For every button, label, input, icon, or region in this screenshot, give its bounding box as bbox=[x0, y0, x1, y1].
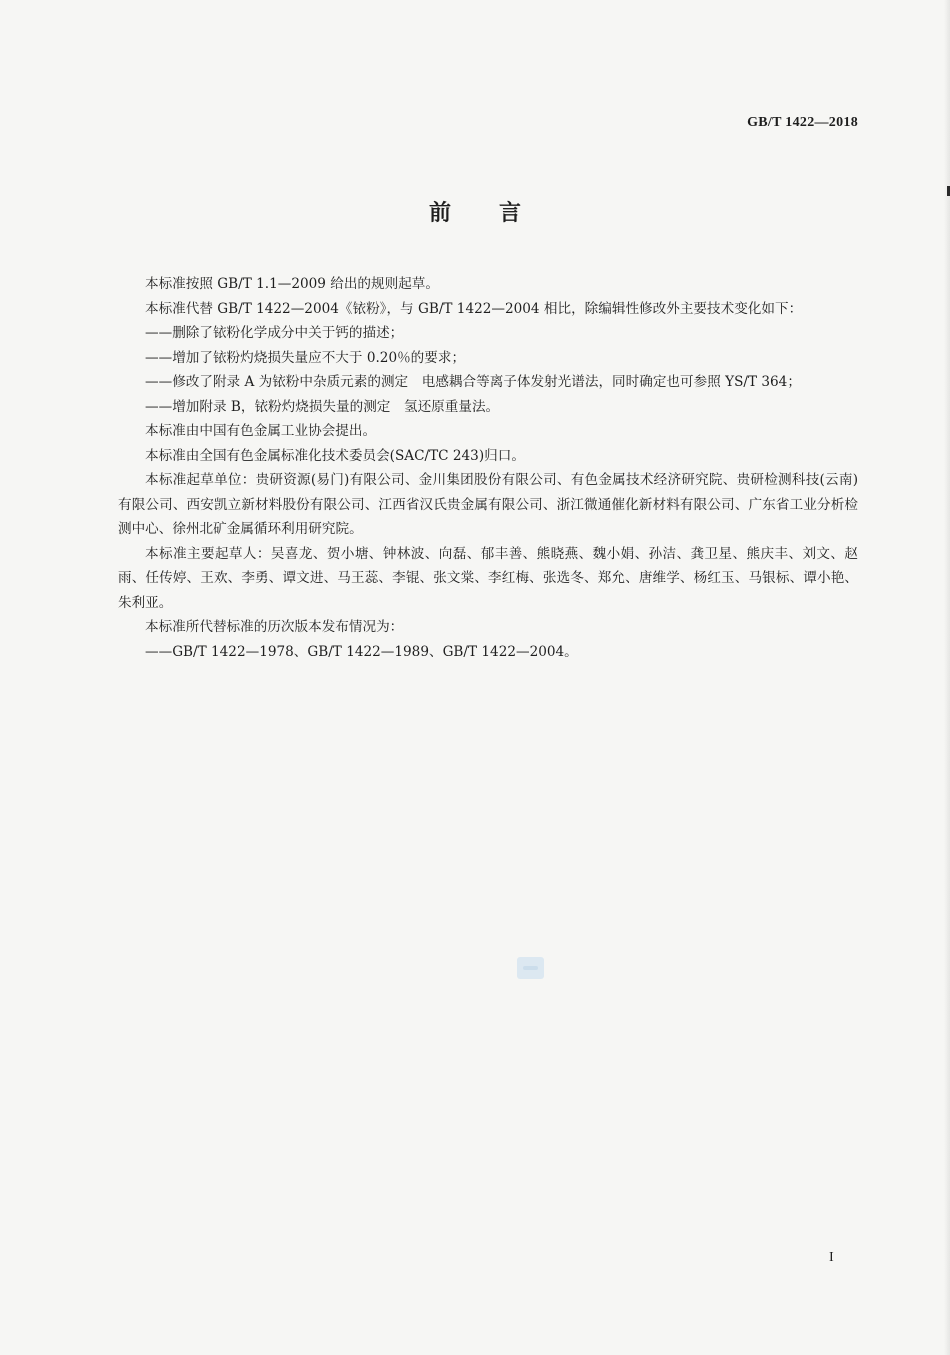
change-item-1: ——删除了铱粉化学成分中关于钙的描述； bbox=[145, 325, 404, 341]
previous-editions-list: ——GB/T 1422—1978、GB/T 1422—1989、GB/T 1422—2004。 bbox=[145, 643, 578, 660]
standard-code: GB/T 1422—2018 bbox=[747, 115, 858, 130]
change-item-2: ——增加了铱粉灼烧损失量应不大于 0.20％的要求； bbox=[145, 349, 466, 366]
paragraph-proposer: 本标准由中国有色金属工业协会提出。 bbox=[145, 423, 377, 439]
page-title: 前言 bbox=[428, 201, 569, 226]
change-item-3: ——修改了附录 A 为铱粉中杂质元素的测定 电感耦合等离子体发射光谱法，同时确定也可参照 YS/T 364； bbox=[145, 374, 801, 390]
change-item-4: ——增加附录 B，铱粉灼烧损失量的测定 氢还原重量法。 bbox=[145, 398, 500, 415]
paragraph-drafting-units: 本标准起草单位：贵研资源(易门)有限公司、金川集团股份有限公司、有色金属技术经济研究院、贵研检测科技(云南)有限公司、西安凯立新材料股份有限公司、江西省汉氏贵金属有限公司、浙江微通催化新材料有限公司、广东省工业分析检测中心、徐州北矿金属循环利用研究院。 bbox=[118, 472, 858, 537]
paragraph-drafters: 本标准主要起草人：吴喜龙、贺小塘、钟林波、向磊、郁丰善、熊晓燕、魏小娟、孙洁、龚卫星、熊庆丰、刘文、赵雨、任传婷、王欢、李勇、谭文进、马王蕊、李锟、张文棠、李红梅、张选冬、郑允、唐维学、杨红玉、马银标、谭小艳、朱利亚。 bbox=[118, 545, 858, 611]
paragraph-drafting-rules: 本标准按照 GB/T 1.1—2009 给出的规则起草。 bbox=[145, 276, 439, 292]
paragraph-technical-committee: 本标准由全国有色金属标准化技术委员会(SAC/TC 243)归口。 bbox=[145, 447, 525, 464]
paragraph-previous-editions: 本标准所代替标准的历次版本发布情况为： bbox=[145, 619, 404, 635]
page-number: I bbox=[829, 1250, 834, 1265]
foreword-body bbox=[118, 272, 858, 664]
scan-smudge bbox=[517, 957, 544, 979]
paragraph-replacement: 本标准代替 GB/T 1422—2004《铱粉》，与 GB/T 1422—2004 相比，除编辑性修改外主要技术变化如下： bbox=[145, 300, 803, 317]
